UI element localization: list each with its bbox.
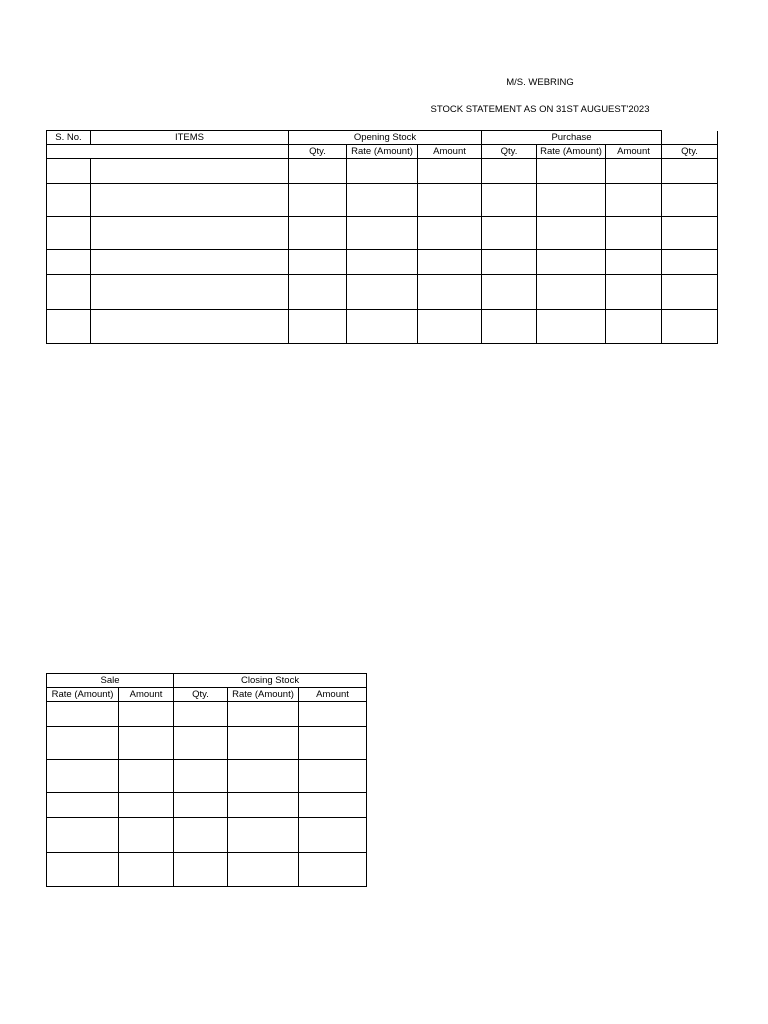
table-row xyxy=(47,184,718,217)
closing-stock-header: Closing Stock xyxy=(174,674,367,688)
sale-header-continued xyxy=(662,131,718,145)
table-row xyxy=(47,793,367,818)
sale-header: Sale xyxy=(47,674,174,688)
opening-rate-header: Rate (Amount) xyxy=(347,145,418,159)
purchase-header: Purchase xyxy=(482,131,662,145)
sno-header: S. No. xyxy=(47,131,91,145)
closing-qty-header: Qty. xyxy=(174,688,228,702)
sub-header-row xyxy=(47,688,367,702)
table-row xyxy=(47,310,718,344)
statement-title: STOCK STATEMENT AS ON 31ST AUGUEST'2023 xyxy=(430,104,650,115)
group-header-row xyxy=(47,131,718,145)
opening-qty-header: Qty. xyxy=(289,145,347,159)
table-row xyxy=(47,217,718,250)
purchase-qty-header: Qty. xyxy=(482,145,537,159)
closing-amount-header: Amount xyxy=(299,688,367,702)
opening-stock-header: Opening Stock xyxy=(289,131,482,145)
table-row xyxy=(47,702,367,727)
stock-table-part2 xyxy=(46,673,367,887)
table-row xyxy=(47,727,367,760)
company-name: M/S. WEBRING xyxy=(506,77,574,88)
sale-rate-header: Rate (Amount) xyxy=(47,688,119,702)
purchase-amount-header: Amount xyxy=(606,145,662,159)
sub-header-row xyxy=(47,145,718,159)
items-header: ITEMS xyxy=(91,131,289,145)
table-row xyxy=(47,853,367,887)
group-header-row xyxy=(47,674,367,688)
stock-table-part1 xyxy=(46,130,718,344)
sale-amount-header: Amount xyxy=(119,688,174,702)
purchase-rate-header: Rate (Amount) xyxy=(537,145,606,159)
opening-amount-header: Amount xyxy=(418,145,482,159)
sale-qty-header: Qty. xyxy=(662,145,718,159)
table-row xyxy=(47,818,367,853)
table-row xyxy=(47,250,718,275)
table-row xyxy=(47,760,367,793)
table-row xyxy=(47,275,718,310)
sub-header-blank xyxy=(47,145,289,159)
closing-rate-header: Rate (Amount) xyxy=(228,688,299,702)
table-row xyxy=(47,159,718,184)
